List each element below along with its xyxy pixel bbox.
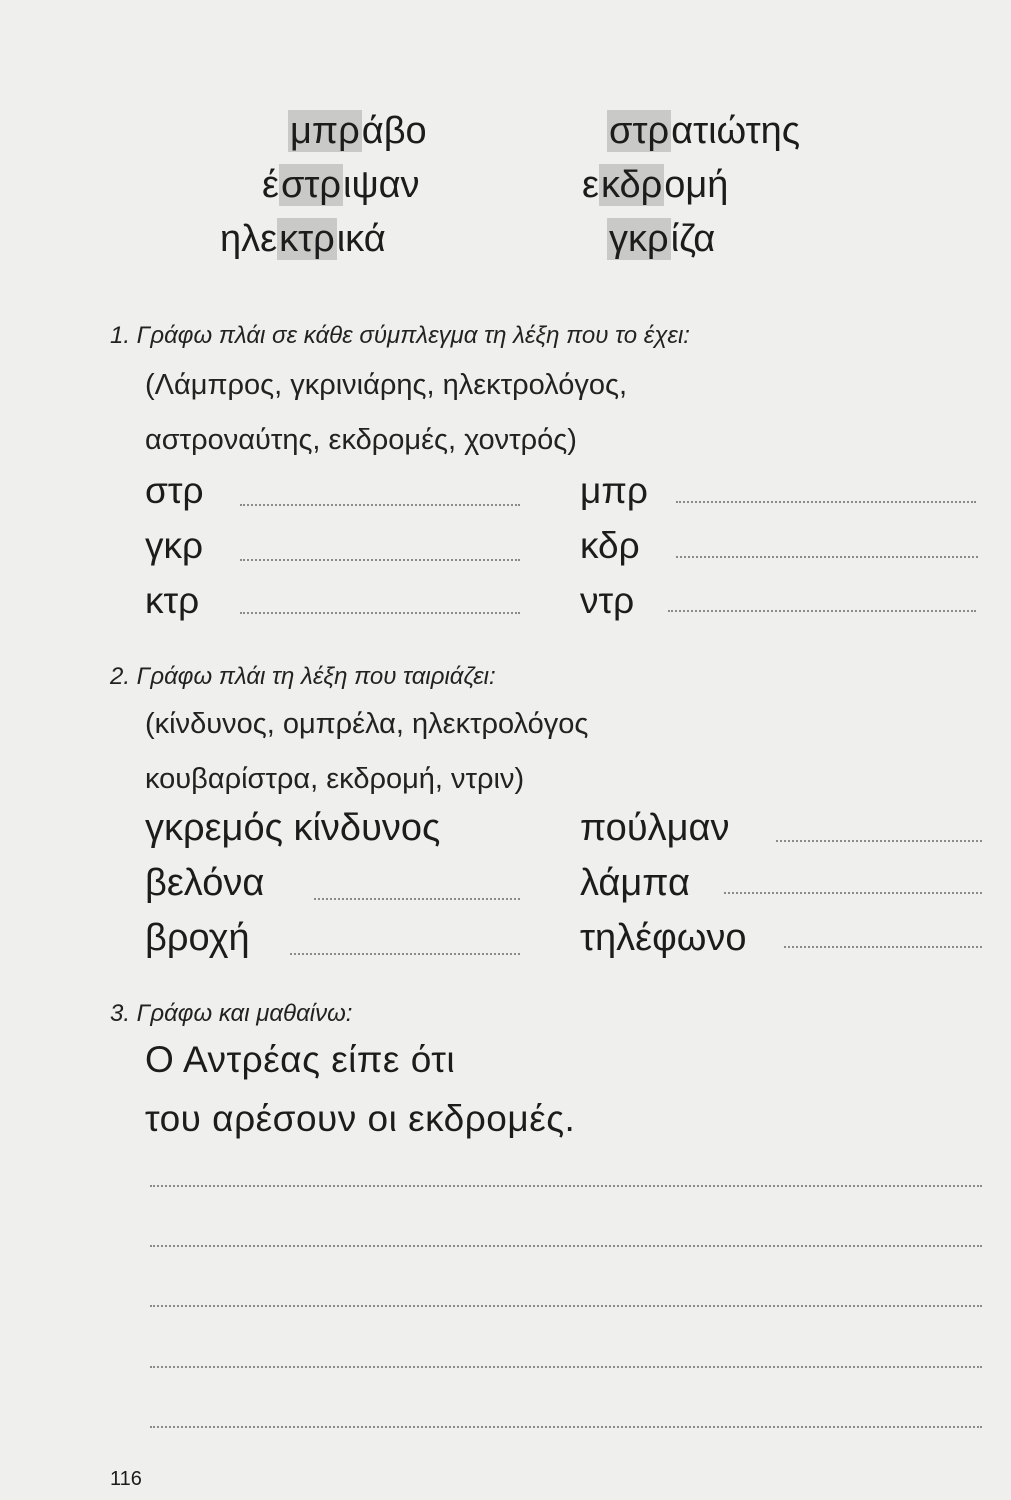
word-rest: ικά [336,218,386,260]
cluster-highlight: στρ [609,110,670,152]
exercise-3-heading: 3. Γράφω και μαθαίνω: [110,1000,353,1027]
cluster-label: στρ [145,470,204,511]
writing-line[interactable] [150,1426,982,1428]
word-prefix: έ [262,164,279,206]
answer-blank[interactable] [668,610,976,612]
word-rest: ίζα [670,218,716,260]
writing-line[interactable] [150,1305,982,1307]
cluster-label: κτρ [145,580,200,621]
exercise-1-heading: 1. Γράφω πλάι σε κάθε σύμπλεγμα τη λέξη που το έχει: [110,322,690,349]
answer-blank[interactable] [240,504,520,506]
word-rest: ιψαν [343,164,420,206]
match-word: λάμπα [580,862,690,904]
filled-answer: κίνδυνος [293,807,441,849]
page-number: 116 [110,1468,142,1490]
exercise-1-word-bank-line-2: αστροναύτης, εκδρομές, χοντρός) [145,424,577,456]
cluster-highlight: στρ [280,164,342,206]
answer-blank[interactable] [776,840,982,842]
word-prefix: ηλε [220,218,278,260]
word-prefix: ε [582,164,599,206]
match-word [145,807,440,850]
word-rest: ομή [664,164,729,206]
answer-blank[interactable] [314,898,520,900]
answer-blank[interactable] [724,892,982,894]
top-word-5 [582,157,728,213]
cluster-label: γκρ [145,525,204,566]
top-word-2 [262,157,420,213]
answer-blank[interactable] [240,612,520,614]
cluster-label: ντρ [580,580,635,621]
answer-blank[interactable] [240,559,520,561]
top-word-4 [607,103,800,159]
writing-line[interactable] [150,1185,982,1187]
match-word: βροχή [145,917,250,959]
top-word-3 [220,211,386,267]
writing-line[interactable] [150,1245,982,1247]
exercise-1-word-bank-line-1: (Λάμπρος, γκρινιάρης, ηλεκτρολόγος, [145,369,628,401]
exercise-2-heading: 2. Γράφω πλάι τη λέξη που ταιριάζει: [110,663,496,690]
answer-blank[interactable] [290,953,520,955]
answer-blank[interactable] [676,556,978,558]
exercise-2-word-bank-line-2: κουβαρίστρα, εκδρομή, ντριν) [145,763,525,795]
copy-sentence-line-1: Ο Αντρέας είπε ότι [145,1039,456,1080]
exercise-2-word-bank-line-1: (κίνδυνος, ομπρέλα, ηλεκτρολόγος [145,708,589,740]
match-word: βελόνα [145,862,265,904]
cluster-highlight: κτρ [279,218,335,260]
cluster-highlight: κδρ [600,164,663,206]
answer-blank[interactable] [784,946,982,948]
answer-blank[interactable] [676,501,976,503]
top-word-6 [607,211,715,267]
match-word: τηλέφωνο [580,917,747,959]
match-word: πούλμαν [580,807,730,849]
word-rest: άβο [361,110,427,152]
writing-line[interactable] [150,1366,982,1368]
cluster-highlight: μπρ [290,110,360,152]
cluster-highlight: γκρ [609,218,669,260]
top-word-1 [288,103,427,159]
cluster-label: μπρ [580,470,648,511]
cluster-label: κδρ [580,525,640,566]
match-word-text: γκρεμός [145,807,283,849]
word-rest: ατιώτης [671,110,801,152]
copy-sentence-line-2: του αρέσουν οι εκδρομές. [145,1098,576,1139]
